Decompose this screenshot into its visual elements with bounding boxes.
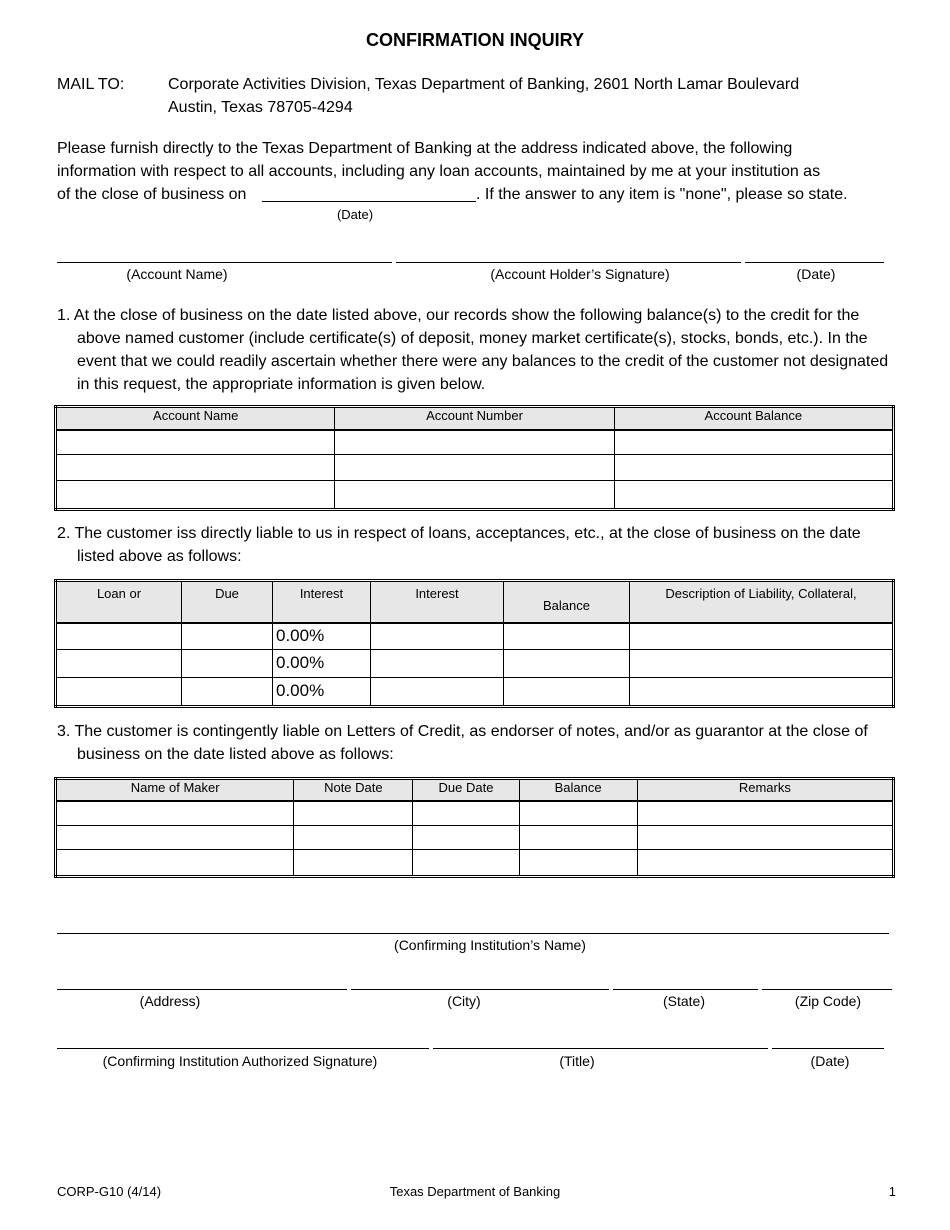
table-row (56, 801, 894, 826)
city-field[interactable] (351, 989, 609, 990)
table-row (56, 623, 894, 649)
table-row (56, 850, 894, 877)
column-header: Note Date (294, 779, 413, 801)
account-holder-date-caption: (Date) (796, 266, 836, 282)
confirming-institution-name-field[interactable] (57, 933, 889, 934)
table-cell[interactable] (56, 850, 294, 877)
column-header: Interest (371, 581, 504, 623)
mail-to-address-line1: Corporate Activities Division, Texas Department of Banking, 2601 North Lamar Boulevard (168, 76, 800, 93)
table-cell[interactable] (614, 430, 893, 455)
interest-rate-cell[interactable]: 0.00% (273, 677, 371, 706)
intro-line3-end: . If the answer to any item is "none", please so state. (476, 186, 848, 203)
table-cell[interactable] (182, 677, 273, 706)
interest-rate-cell[interactable]: 0.00% (273, 649, 371, 677)
table-row (56, 430, 894, 455)
table-cell[interactable] (630, 623, 894, 649)
liabilities-table (54, 579, 895, 708)
confirming-date-caption: (Date) (810, 1053, 850, 1069)
table-cell[interactable] (294, 801, 413, 826)
address-field[interactable] (57, 989, 347, 990)
table-cell[interactable] (519, 801, 637, 826)
confirming-institution-name-caption: (Confirming Institution’s Name) (394, 937, 586, 953)
table-cell[interactable] (371, 677, 504, 706)
table-cell[interactable] (637, 825, 893, 850)
column-header: Name of Maker (56, 779, 294, 801)
table-cell[interactable] (294, 825, 413, 850)
footer-page-number: 1 (888, 1184, 896, 1199)
column-header: Interest (273, 581, 371, 623)
as-of-date-caption: (Date) (336, 207, 374, 222)
page-title: CONFIRMATION INQUIRY (366, 30, 584, 50)
interest-rate-cell[interactable]: 0.00% (273, 623, 371, 649)
column-header: Balance (504, 581, 630, 623)
table-row (56, 649, 894, 677)
address-caption: (Address) (139, 993, 201, 1009)
zip-code-caption: (Zip Code) (794, 993, 862, 1009)
table-cell[interactable] (182, 623, 273, 649)
city-caption: (City) (447, 993, 481, 1009)
table-cell[interactable] (182, 649, 273, 677)
account-holder-signature-caption: (Account Holder’s Signature) (490, 266, 670, 282)
table-cell[interactable] (56, 801, 294, 826)
table-cell[interactable] (335, 480, 614, 509)
column-header: Remarks (637, 779, 893, 801)
table-cell[interactable] (504, 677, 630, 706)
account-holder-signature-field[interactable] (396, 262, 741, 263)
column-header: Balance (519, 779, 637, 801)
table-row (56, 480, 894, 509)
table-cell[interactable] (56, 480, 335, 509)
title-caption: (Title) (559, 1053, 595, 1069)
state-field[interactable] (613, 989, 758, 990)
mail-to-address-line2: Austin, Texas 78705-4294 (168, 99, 353, 116)
table-cell[interactable] (504, 649, 630, 677)
section2-text: 2. The customer iss directly liable to us in respect of loans, acceptances, etc., at the close of business on the date listed above as follows: (57, 525, 861, 565)
table-cell[interactable] (56, 825, 294, 850)
section3-text: 3. The customer is contingently liable on Letters of Credit, as endorser of notes, and/or as guarantor at the close of business on the date listed above as follows: (57, 723, 868, 763)
table-cell[interactable] (371, 623, 504, 649)
as-of-date-field[interactable] (262, 201, 476, 202)
footer-form-id: CORP-G10 (4/14) (57, 1184, 162, 1199)
table-cell[interactable] (519, 850, 637, 877)
column-header: Account Name (56, 407, 335, 430)
authorized-signature-caption: (Confirming Institution Authorized Signature) (102, 1053, 378, 1069)
column-header: Due Date (413, 779, 519, 801)
table-cell[interactable] (413, 850, 519, 877)
column-header: Account Number (335, 407, 614, 430)
table-cell[interactable] (637, 850, 893, 877)
table-cell[interactable] (413, 801, 519, 826)
table-cell[interactable] (56, 649, 182, 677)
table-cell[interactable] (614, 455, 893, 480)
table-cell[interactable] (637, 801, 893, 826)
mail-to-label: MAIL TO: (57, 76, 125, 93)
table-cell[interactable] (630, 677, 894, 706)
table-cell[interactable] (56, 430, 335, 455)
table-cell[interactable] (413, 825, 519, 850)
section1-text: 1. At the close of business on the date listed above, our records show the following balance(s) to the credit for the above named customer (include certificate(s) of deposit, money market certificate(s), stocks, bonds, etc.). In the event that we could readily ascertain whether there were any balances to the credit of the customer not designated in this request, the appropriate information is given below. (57, 307, 889, 393)
authorized-signature-field[interactable] (57, 1048, 429, 1049)
column-header: Description of Liability, Collateral, (630, 581, 894, 623)
table-row (56, 677, 894, 706)
column-header: Due (182, 581, 273, 623)
intro-line2: information with respect to all accounts, including any loan accounts, maintained by me at your institution as (57, 163, 821, 180)
contingent-liabilities-table (54, 777, 895, 878)
table-cell[interactable] (56, 677, 182, 706)
table-cell[interactable] (630, 649, 894, 677)
title-field[interactable] (433, 1048, 768, 1049)
table-cell[interactable] (504, 623, 630, 649)
footer-agency: Texas Department of Banking (389, 1184, 561, 1199)
table-row (56, 455, 894, 480)
table-cell[interactable] (56, 455, 335, 480)
intro-line1: Please furnish directly to the Texas Department of Banking at the address indicated above, the following (57, 140, 793, 157)
table-cell[interactable] (56, 623, 182, 649)
confirming-date-field[interactable] (772, 1048, 884, 1049)
table-cell[interactable] (294, 850, 413, 877)
account-name-caption: (Account Name) (126, 266, 228, 282)
table-cell[interactable] (335, 455, 614, 480)
state-caption: (State) (662, 993, 705, 1009)
table-cell[interactable] (371, 649, 504, 677)
table-row (56, 825, 894, 850)
account-name-field[interactable] (57, 262, 392, 263)
column-header: Loan or (56, 581, 182, 623)
account-holder-date-field[interactable] (745, 262, 884, 263)
balances-table (54, 405, 895, 511)
table-cell[interactable] (614, 480, 893, 509)
zip-code-field[interactable] (762, 989, 892, 990)
table-cell[interactable] (519, 825, 637, 850)
table-cell[interactable] (335, 430, 614, 455)
intro-line3-start: of the close of business on (57, 186, 247, 203)
column-header: Account Balance (614, 407, 893, 430)
